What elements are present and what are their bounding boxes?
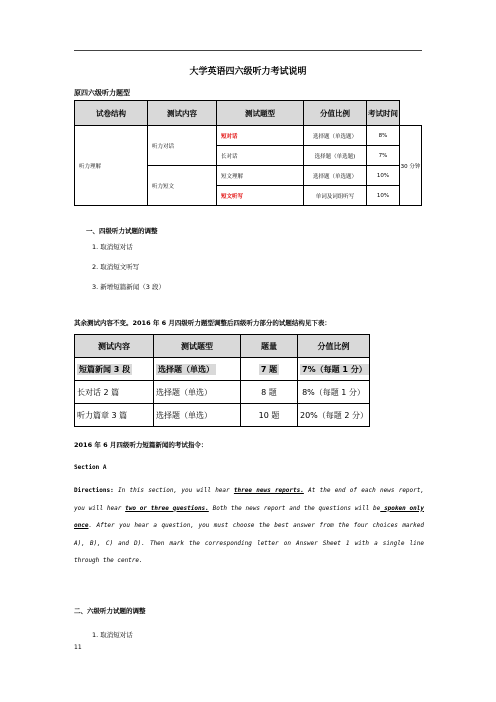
table2-header: 测试内容 [75,335,154,358]
table1-content: 长对话 [217,146,304,166]
directions-paragraph: Directions: In this section, you will hear three news reports. At the end of each news report, you will hear two or three questions. Both the news report and the questions will be spoken only once. After you hear a question, you must choose the best answer from the four choices marked A), B), C) and D). Then mark the corresponding letter on Answer Sheet 1 with a single line through the centre. [74,487,424,565]
table2-cell: 选择题（单选） [154,404,241,427]
table2-cell: 7 题 [241,358,298,381]
list-item: 1. 取消短对话 [92,631,133,639]
directions-label: Directions: [74,487,114,494]
table2-cell: 10 题 [241,404,298,427]
table2-header: 测试题型 [154,335,241,358]
table2-cell: 8%（每题 1 分） [298,381,370,404]
table2-cell: 20%（每题 2 分） [298,404,370,427]
table1-content: 短对话 [217,126,304,146]
table1-header: 考试时间 [367,101,400,126]
table1-group: 听力短文 [148,166,217,206]
table1-type: 选择题（单选题） [304,166,367,186]
list-item: 3. 新增短篇新闻（3 段） [92,283,165,291]
table1-header: 试卷结构 [75,101,148,126]
table2-cell: 长对话 2 篇 [75,381,154,404]
list-item: 2. 取消短文听写 [92,263,140,271]
table2-cell: 选择题（单选） [154,358,241,381]
section-heading-cet4: 一、四级听力试题的调整 [86,227,158,235]
table1-section: 听力理解 [75,126,148,206]
header-rule [74,50,422,51]
table1-group: 听力对话 [148,126,217,166]
table2-header: 题量 [241,335,298,358]
table1-type: 选择题（单选题) [304,146,367,166]
table1-content: 短文听写 [217,186,304,206]
section-heading-cet6: 二、六级听力试题的调整 [74,607,146,615]
table2-cell: 听力篇章 3 篇 [75,404,154,427]
old-format-table [74,100,422,206]
table1-ratio: 8% [367,126,400,146]
list-item: 1. 取消短对话 [92,243,133,251]
table2-cell: 短篇新闻 3 段 [75,358,154,381]
table1-ratio: 10% [367,186,400,206]
table2-cell: 选择题（单选） [154,381,241,404]
table1-header: 测试内容 [148,101,217,126]
instruction-title: 2016 年 6 月四级听力短篇新闻的考试指令： [74,441,208,449]
note-text: 其余测试内容不变。2016 年 6 月四级听力题型调整后四级听力部分的试题结构见下表： [74,319,331,327]
table1-type: 选择题（单选题） [304,126,367,146]
new-format-table [74,334,370,427]
table1-ratio: 10% [367,166,400,186]
table1-content: 短文理解 [217,166,304,186]
table2-header: 分值比例 [298,335,370,358]
page-number: 11 [74,644,82,651]
table1-header: 测试题型 [217,101,304,126]
table1-time: 30 分钟 [399,126,421,206]
subtitle: 原四六级听力题型 [74,89,130,97]
table1-type: 单词及词组听写 [304,186,367,206]
page-title: 大学英语四六级听力考试说明 [189,67,307,77]
table2-cell: 7%（每题 1 分） [298,358,370,381]
table2-cell: 8 题 [241,381,298,404]
section-a-label: Section A [74,464,107,471]
table1-header: 分值比例 [304,101,367,126]
table1-ratio: 7% [367,146,400,166]
